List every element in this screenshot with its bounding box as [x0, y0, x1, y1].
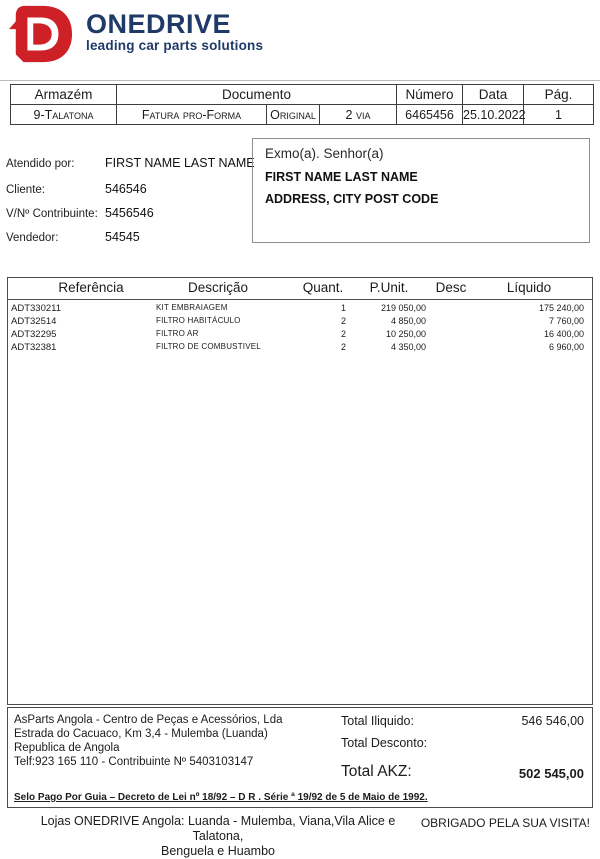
- item-desc: KIT EMBRAIAGEM: [156, 303, 228, 312]
- value-data: 25.10.2022: [463, 105, 524, 125]
- stamp-duty-line: Selo Pago Por Guia – Decreto de Lei nº 18/92 – D R . Série ª 19/92 de 5 de Maio de 1992.: [14, 792, 428, 803]
- value-documento: Fatura pro-Forma: [117, 105, 267, 125]
- footer-summary-box: [7, 707, 593, 808]
- items-header-descricao: Descrição: [187, 280, 249, 295]
- item-qty: 2: [340, 316, 346, 326]
- item-liquido: 6 960,00: [548, 342, 584, 352]
- company-line: Republica de Angola: [14, 742, 120, 754]
- item-desc: FILTRO DE COMBUSTIVEL: [156, 342, 261, 351]
- label-contribuinte: V/Nº Contribuinte:: [6, 208, 98, 220]
- items-header-quant: Quant.: [302, 280, 344, 295]
- stores-line-2: Benguela e Huambo: [161, 844, 275, 858]
- table-row: [8, 316, 592, 329]
- item-desc: FILTRO HABITÁCULO: [156, 316, 241, 325]
- thank-you-message: OBRIGADO PELA SUA VISITA!: [420, 816, 590, 830]
- brand-text: [86, 4, 263, 53]
- header-numero: Número: [397, 85, 463, 105]
- item-punit: 10 250,00: [385, 329, 426, 339]
- doc-value-row: [11, 105, 594, 125]
- value-contribuinte: 5456546: [105, 206, 154, 220]
- table-row: [8, 303, 592, 316]
- total-desconto-label: Total Desconto:: [341, 736, 428, 750]
- item-ref: ADT32381: [11, 342, 57, 353]
- brand-header: [8, 4, 263, 64]
- items-rows: [8, 303, 592, 355]
- stores-line-1: Lojas ONEDRIVE Angola: Luanda - Mulemba, Viana,Vila Alice e Talatona,: [40, 814, 396, 843]
- value-numero: 6465456: [397, 105, 463, 125]
- items-header-punit: P.Unit.: [369, 280, 409, 295]
- table-row: [8, 342, 592, 355]
- total-akz-value: 502 545,00: [518, 766, 584, 781]
- label-cliente: Cliente:: [6, 184, 45, 196]
- item-desc: FILTRO AR: [156, 329, 199, 338]
- brand-tagline: leading car parts solutions: [86, 38, 264, 53]
- recipient-salutation: Exmo(a). Senhor(a): [265, 146, 384, 161]
- items-header-row: [8, 278, 592, 300]
- item-punit: 4 850,00: [390, 316, 426, 326]
- label-atendido-por: Atendido por:: [6, 158, 75, 170]
- doc-header-row: [11, 85, 594, 105]
- items-header-referencia: Referência: [58, 280, 124, 295]
- divider-line: [0, 80, 600, 81]
- value-vendedor: 54545: [105, 230, 140, 244]
- items-header-liquido: Líquido: [506, 280, 552, 295]
- item-ref: ADT330211: [11, 303, 61, 314]
- item-qty: 1: [340, 303, 346, 313]
- company-line: Estrada do Cacuaco, Km 3,4 - Mulemba (Luanda): [14, 728, 268, 740]
- company-info: [14, 713, 282, 769]
- item-ref: ADT32295: [11, 329, 57, 340]
- item-qty: 2: [340, 342, 346, 352]
- item-liquido: 16 400,00: [543, 329, 584, 339]
- header-armazem: Armazém: [11, 85, 117, 105]
- item-liquido: 175 240,00: [538, 303, 584, 313]
- items-table: [7, 277, 593, 705]
- total-iliquido-value: 546 546,00: [521, 714, 584, 728]
- value-armazem: 9-Talatona: [11, 105, 117, 125]
- items-header-desc: Desc: [435, 280, 467, 295]
- total-akz-label: Total AKZ:: [341, 763, 412, 780]
- item-punit: 219 050,00: [380, 303, 426, 313]
- header-documento: Documento: [117, 85, 397, 105]
- value-pag: 1: [524, 105, 594, 125]
- item-ref: ADT32514: [11, 316, 57, 327]
- item-liquido: 7 760,00: [548, 316, 584, 326]
- value-original: Original: [267, 105, 320, 125]
- brand-name: ONEDRIVE: [86, 9, 232, 39]
- recipient-address: ADDRESS, CITY POST CODE: [265, 192, 439, 206]
- table-row: [8, 329, 592, 342]
- company-line: Telf:923 165 110 - Contribuinte Nº 5403103147: [14, 756, 254, 768]
- header-pag: Pág.: [524, 85, 594, 105]
- document-info-table: [10, 84, 594, 125]
- recipient-name: FIRST NAME LAST NAME: [265, 170, 418, 184]
- label-vendedor: Vendedor:: [6, 232, 59, 244]
- total-iliquido-label: Total Iliquido:: [341, 714, 414, 728]
- header-data: Data: [463, 85, 524, 105]
- item-qty: 2: [340, 329, 346, 339]
- stores-list: [22, 814, 414, 859]
- value-atendido-por: FIRST NAME LAST NAME: [105, 156, 255, 170]
- onedrive-logo-icon: [8, 4, 74, 64]
- value-via: 2 via: [320, 105, 397, 125]
- value-cliente: 546546: [105, 182, 147, 196]
- recipient-address-box: [252, 138, 590, 243]
- company-line: AsParts Angola - Centro de Peças e Acessórios, Lda: [14, 714, 283, 726]
- item-punit: 4 350,00: [390, 342, 426, 352]
